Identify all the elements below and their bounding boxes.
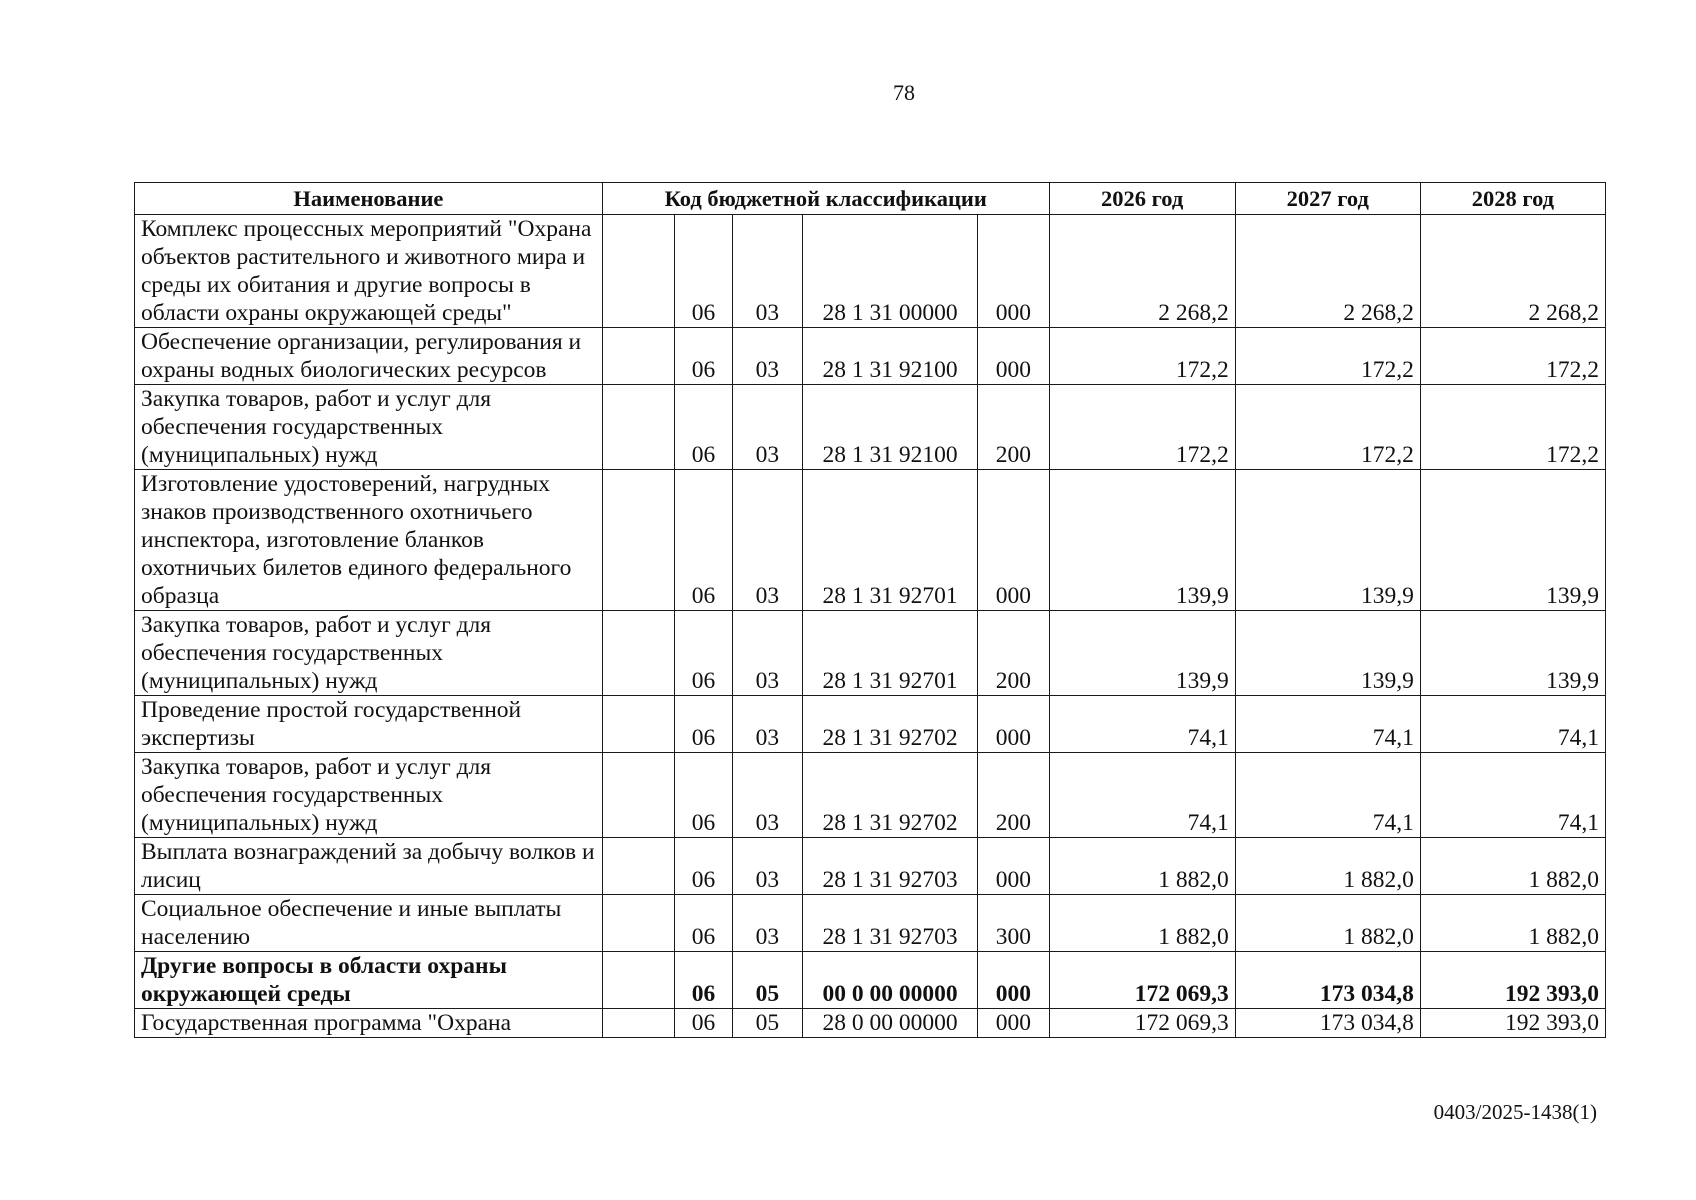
cell-code-blank xyxy=(602,611,674,696)
cell-target-article: 28 0 00 00000 xyxy=(803,1009,978,1038)
cell-amount-2028: 139,9 xyxy=(1420,470,1605,611)
table-row xyxy=(135,952,1606,1009)
cell-amount-2028: 1 882,0 xyxy=(1420,895,1605,952)
cell-section: 06 xyxy=(675,753,732,838)
cell-name: Выплата вознаграждений за добычу волков и лисиц xyxy=(135,838,603,895)
table-row xyxy=(135,753,1606,838)
cell-subsection: 03 xyxy=(732,696,802,753)
cell-code-blank xyxy=(602,753,674,838)
cell-amount-2026: 74,1 xyxy=(1049,696,1235,753)
cell-amount-2027: 139,9 xyxy=(1235,470,1420,611)
cell-name: Изготовление удостоверений, нагрудных знаков производственного охотничьего инспектора, изготовление бланков охотничьих билетов единого федерального образца xyxy=(135,470,603,611)
cell-amount-2026: 139,9 xyxy=(1049,611,1235,696)
page-number: 78 xyxy=(893,80,915,105)
cell-subsection: 03 xyxy=(732,895,802,952)
cell-expense-type: 200 xyxy=(978,611,1049,696)
cell-code-blank xyxy=(602,328,674,385)
cell-amount-2026: 172 069,3 xyxy=(1049,1009,1235,1038)
table-row xyxy=(135,470,1606,611)
cell-code-blank xyxy=(602,895,674,952)
cell-subsection: 03 xyxy=(732,328,802,385)
cell-section: 06 xyxy=(675,611,732,696)
cell-name: Проведение простой государственной экспертизы xyxy=(135,696,603,753)
cell-subsection: 03 xyxy=(732,611,802,696)
budget-table xyxy=(134,182,1606,1038)
cell-target-article: 28 1 31 92701 xyxy=(803,470,978,611)
cell-code-blank xyxy=(602,1009,674,1038)
cell-expense-type: 000 xyxy=(978,1009,1049,1038)
cell-target-article: 28 1 31 92703 xyxy=(803,838,978,895)
cell-amount-2027: 139,9 xyxy=(1235,611,1420,696)
cell-section: 06 xyxy=(675,328,732,385)
cell-name: Другие вопросы в области охраны окружающей среды xyxy=(135,952,603,1009)
header-year-2027: 2027 год xyxy=(1235,183,1420,215)
cell-subsection: 03 xyxy=(732,838,802,895)
cell-target-article: 28 1 31 92100 xyxy=(803,328,978,385)
header-year-2026: 2026 год xyxy=(1049,183,1235,215)
cell-subsection: 05 xyxy=(732,952,802,1009)
cell-expense-type: 200 xyxy=(978,385,1049,470)
cell-expense-type: 000 xyxy=(978,470,1049,611)
cell-amount-2028: 139,9 xyxy=(1420,611,1605,696)
cell-name: Государственная программа "Охрана xyxy=(135,1009,603,1038)
cell-code-blank xyxy=(602,215,674,328)
table-header-row xyxy=(135,183,1606,215)
cell-amount-2027: 74,1 xyxy=(1235,753,1420,838)
cell-amount-2027: 74,1 xyxy=(1235,696,1420,753)
cell-subsection: 03 xyxy=(732,215,802,328)
cell-name: Комплекс процессных мероприятий "Охрана объектов растительного и животного мира и среды их обитания и другие вопросы в области охраны окружающей среды" xyxy=(135,215,603,328)
table-row xyxy=(135,1009,1606,1038)
cell-subsection: 03 xyxy=(732,385,802,470)
table-row xyxy=(135,696,1606,753)
cell-section: 06 xyxy=(675,952,732,1009)
cell-amount-2026: 74,1 xyxy=(1049,753,1235,838)
cell-amount-2028: 1 882,0 xyxy=(1420,838,1605,895)
cell-amount-2027: 172,2 xyxy=(1235,328,1420,385)
cell-name: Обеспечение организации, регулирования и охраны водных биологических ресурсов xyxy=(135,328,603,385)
cell-code-blank xyxy=(602,838,674,895)
cell-target-article: 28 1 31 92100 xyxy=(803,385,978,470)
header-year-2028: 2028 год xyxy=(1420,183,1605,215)
cell-expense-type: 000 xyxy=(978,696,1049,753)
cell-amount-2027: 1 882,0 xyxy=(1235,838,1420,895)
cell-name: Закупка товаров, работ и услуг для обеспечения государственных (муниципальных) нужд xyxy=(135,611,603,696)
cell-code-blank xyxy=(602,385,674,470)
cell-amount-2028: 192 393,0 xyxy=(1420,1009,1605,1038)
cell-amount-2028: 2 268,2 xyxy=(1420,215,1605,328)
cell-amount-2028: 74,1 xyxy=(1420,696,1605,753)
cell-target-article: 00 0 00 00000 xyxy=(803,952,978,1009)
cell-amount-2026: 172 069,3 xyxy=(1049,952,1235,1009)
cell-expense-type: 000 xyxy=(978,952,1049,1009)
cell-amount-2028: 172,2 xyxy=(1420,328,1605,385)
cell-subsection: 03 xyxy=(732,753,802,838)
cell-amount-2028: 74,1 xyxy=(1420,753,1605,838)
cell-expense-type: 000 xyxy=(978,838,1049,895)
cell-amount-2028: 172,2 xyxy=(1420,385,1605,470)
table-row xyxy=(135,328,1606,385)
cell-section: 06 xyxy=(675,696,732,753)
header-budget-code: Код бюджетной классификации xyxy=(602,183,1049,215)
cell-amount-2027: 173 034,8 xyxy=(1235,1009,1420,1038)
cell-amount-2026: 172,2 xyxy=(1049,328,1235,385)
cell-section: 06 xyxy=(675,895,732,952)
cell-code-blank xyxy=(602,952,674,1009)
cell-amount-2027: 172,2 xyxy=(1235,385,1420,470)
cell-amount-2026: 1 882,0 xyxy=(1049,895,1235,952)
cell-expense-type: 000 xyxy=(978,215,1049,328)
cell-expense-type: 300 xyxy=(978,895,1049,952)
cell-name: Закупка товаров, работ и услуг для обеспечения государственных (муниципальных) нужд xyxy=(135,753,603,838)
cell-amount-2027: 173 034,8 xyxy=(1235,952,1420,1009)
cell-section: 06 xyxy=(675,470,732,611)
cell-amount-2026: 2 268,2 xyxy=(1049,215,1235,328)
cell-code-blank xyxy=(602,696,674,753)
cell-section: 06 xyxy=(675,385,732,470)
cell-expense-type: 000 xyxy=(978,328,1049,385)
cell-amount-2026: 1 882,0 xyxy=(1049,838,1235,895)
cell-section: 06 xyxy=(675,838,732,895)
cell-subsection: 05 xyxy=(732,1009,802,1038)
header-name: Наименование xyxy=(135,183,603,215)
cell-amount-2028: 192 393,0 xyxy=(1420,952,1605,1009)
cell-subsection: 03 xyxy=(732,470,802,611)
cell-target-article: 28 1 31 92702 xyxy=(803,753,978,838)
table-row xyxy=(135,385,1606,470)
cell-section: 06 xyxy=(675,215,732,328)
cell-target-article: 28 1 31 92703 xyxy=(803,895,978,952)
cell-amount-2027: 2 268,2 xyxy=(1235,215,1420,328)
table-row xyxy=(135,611,1606,696)
cell-amount-2026: 172,2 xyxy=(1049,385,1235,470)
cell-target-article: 28 1 31 92701 xyxy=(803,611,978,696)
table-row xyxy=(135,838,1606,895)
cell-amount-2026: 139,9 xyxy=(1049,470,1235,611)
table-body xyxy=(135,215,1606,1038)
cell-expense-type: 200 xyxy=(978,753,1049,838)
cell-amount-2027: 1 882,0 xyxy=(1235,895,1420,952)
cell-target-article: 28 1 31 92702 xyxy=(803,696,978,753)
table-row xyxy=(135,215,1606,328)
cell-section: 06 xyxy=(675,1009,732,1038)
cell-name: Закупка товаров, работ и услуг для обеспечения государственных (муниципальных) нужд xyxy=(135,385,603,470)
cell-name: Социальное обеспечение и иные выплаты населению xyxy=(135,895,603,952)
cell-code-blank xyxy=(602,470,674,611)
table-row xyxy=(135,895,1606,952)
cell-target-article: 28 1 31 00000 xyxy=(803,215,978,328)
document-id: 0403/2025-1438(1) xyxy=(1433,1100,1597,1124)
